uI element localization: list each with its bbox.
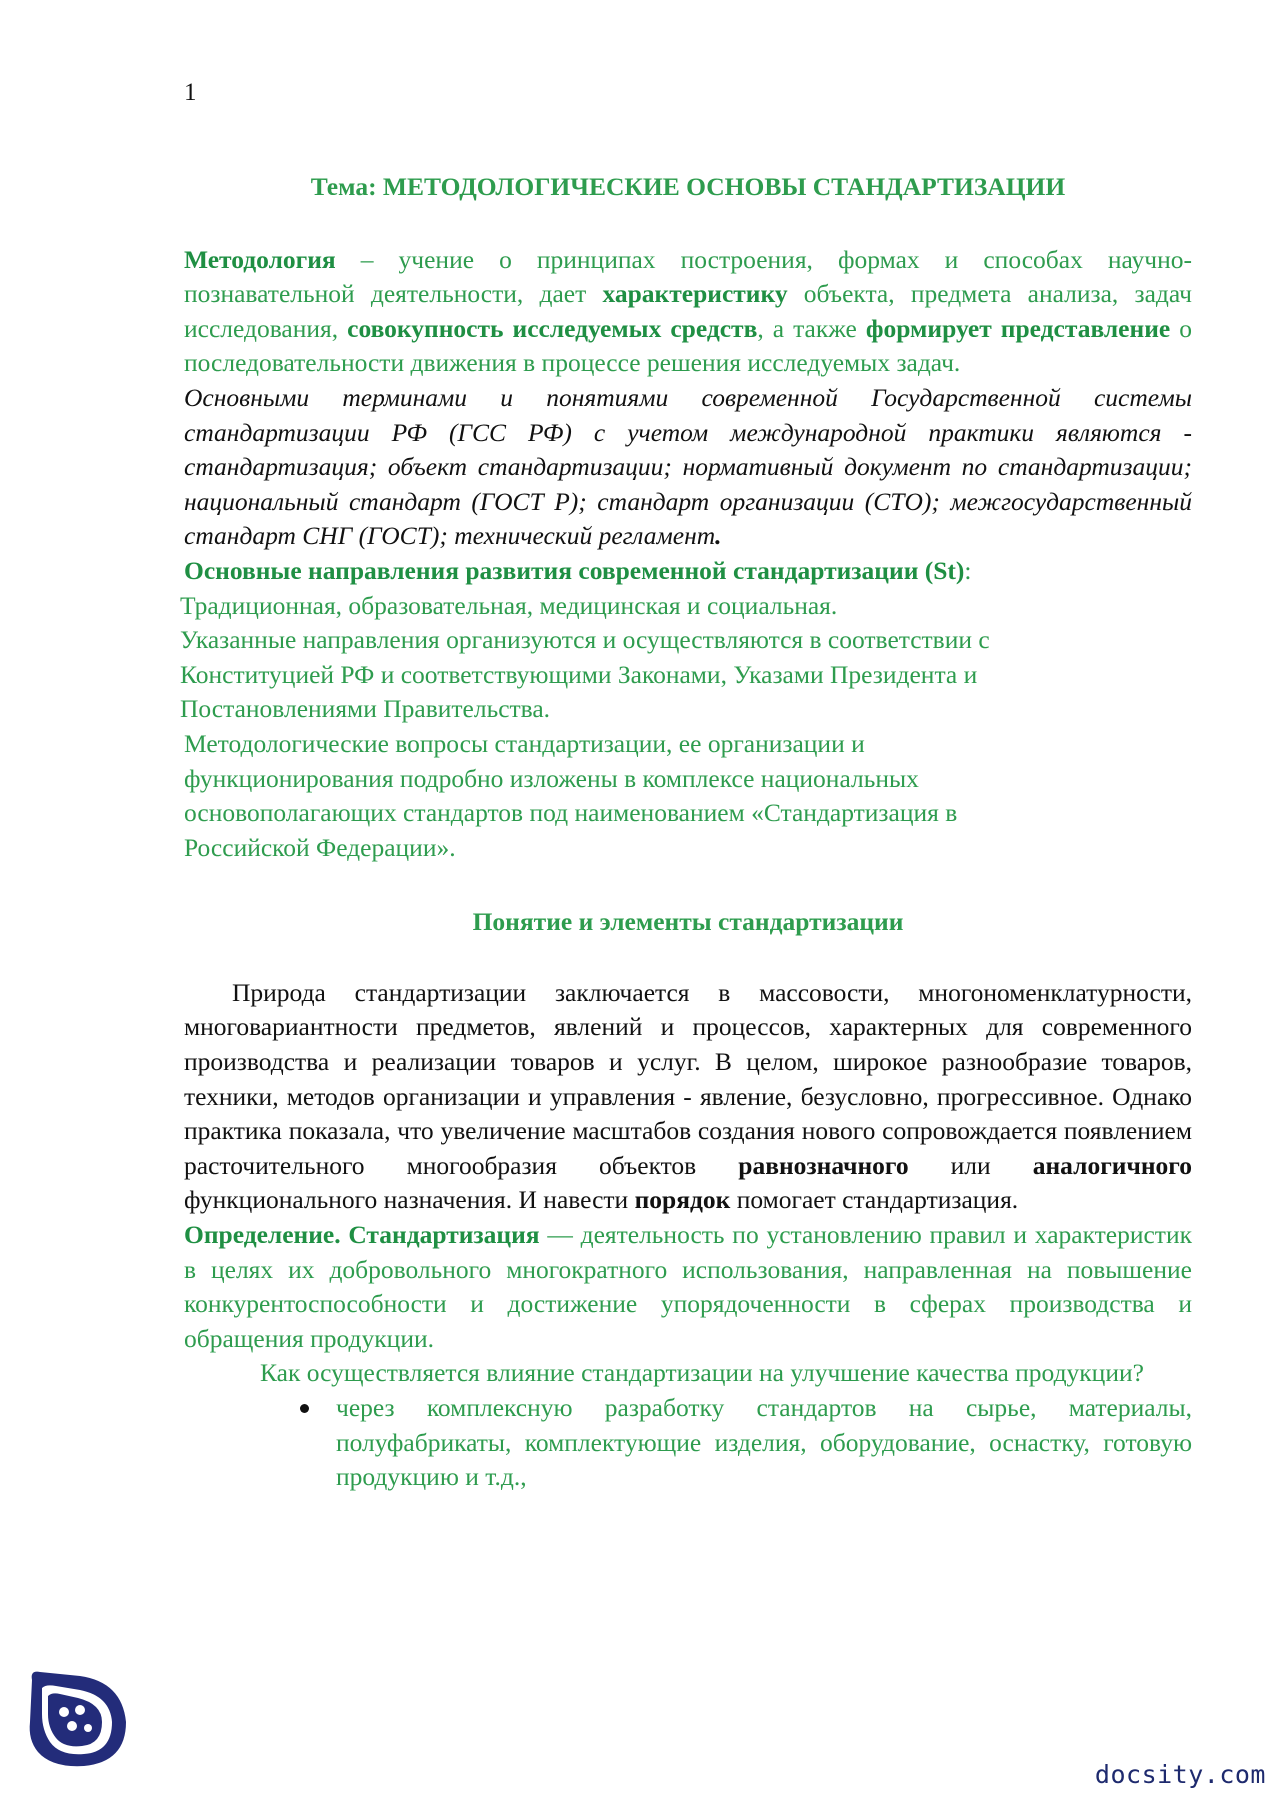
text-line: Российской Федерации». [184,832,456,862]
bullet-icon [300,1404,309,1413]
text-fragment: Природа стандартизации заключается в массовости, многономенклатурности, многовариантности предметов, явлений и процессов, характерных для современного производства и реализации товаров и услуг. В целом, широкое разнообразие товаров, техники, методов организации и управления - явление, безусловно, прогрессивное. Однако практика показала, что увеличение масштабов создания нового сопровождается появлением расточительного многообразия объектов [184,977,1192,1180]
text-line: Конституцией РФ и соответствующими Законами, Указами Президента и [180,659,978,689]
text-fragment: – учение о принципах построения, формах и способах научно-познавательной деятельности, дает [184,244,1192,309]
text-fragment: Основными терминами и понятиями современной Государственной системы стандартизации РФ (ГСС РФ) с учетом международной практики являются - стандартизация; объект стандартизации; нормативный документ по стандартизации; национальный стандарт (ГОСТ Р); стандарт организации (СТО); межгосударственный стандарт СНГ (ГОСТ); технический регламент [184,382,1192,551]
text-fragment: — деятельность по установлению правил и характеристик в целях их добровольного многократного использования, направленная на повышение конкурентоспособности и достижение упорядоченности в сферах производства и обращения продукции. [184,1220,1192,1353]
paragraph-directions-basis [180,623,1192,727]
term-means: совокупность исследуемых средств [347,313,758,343]
page-number: 1 [184,79,197,106]
text-line: Методологические вопросы стандартизации, ее организации и [184,728,865,758]
text-fragment: . [715,521,722,551]
bullet-list [184,1391,1192,1495]
list-item [336,1391,1192,1495]
text-line: функционирования подробно изложены в комплексе национальных [184,763,919,793]
paragraph-terms [184,381,1192,554]
text-fragment: помогает стандартизация. [730,1185,1019,1215]
paragraph-directions-heading [184,554,1192,589]
paragraph-methodology-standards [184,727,1192,865]
paragraph-methodology [184,243,1192,381]
document-body [180,170,1192,1495]
term-equivalent: равнозначного [738,1150,909,1180]
text-fragment: , а также [757,313,866,343]
docsity-logo-icon [22,1662,134,1774]
document-title: Тема: МЕТОДОЛОГИЧЕСКИЕ ОСНОВЫ СТАНДАРТИЗАЦИИ [310,172,1066,201]
section-subtitle: Понятие и элементы стандартизации [472,907,904,937]
paragraph-nature [184,976,1192,1218]
paragraph-directions-list: Традиционная, образовательная, медицинская и социальная. [180,590,838,620]
term-analogous: аналогичного [1032,1150,1192,1180]
text-line: Постановлениями Правительства. [180,694,551,724]
term-definition: Определение. Стандартизация [184,1220,540,1250]
text-fragment: : [964,555,972,585]
text-fragment: объекта, предмета анализа, задач исследования, [184,279,1192,343]
text-fragment: функционального назначения. И навести [184,1185,635,1215]
term-methodology: Методология [184,244,336,274]
term-characteristic: характеристику [602,279,788,309]
text-fragment: о последовательности движения в процессе решения исследуемых задач. [184,313,1192,378]
text-line: Указанные направления организуются и осуществляются в соответствии с [180,625,990,655]
paragraph-question: Как осуществляется влияние стандартизации на улучшение качества продукции? [260,1358,1144,1388]
list-item-text: через комплексную разработку стандартов на сырье, материалы, полуфабрикаты, комплектующие изделия, оборудование, оснастку, готовую продукцию и т.д., [336,1393,1192,1492]
term-representation: формирует представление [865,313,1171,343]
directions-heading: Основные направления развития современной стандартизации (St) [184,555,965,585]
docsity-watermark: docsity.com [1094,1760,1266,1789]
paragraph-definition [184,1218,1192,1356]
text-line: основополагающих стандартов под наименованием «Стандартизация в [184,798,958,828]
text-fragment: или [908,1150,1033,1180]
term-order: порядок [634,1185,731,1215]
